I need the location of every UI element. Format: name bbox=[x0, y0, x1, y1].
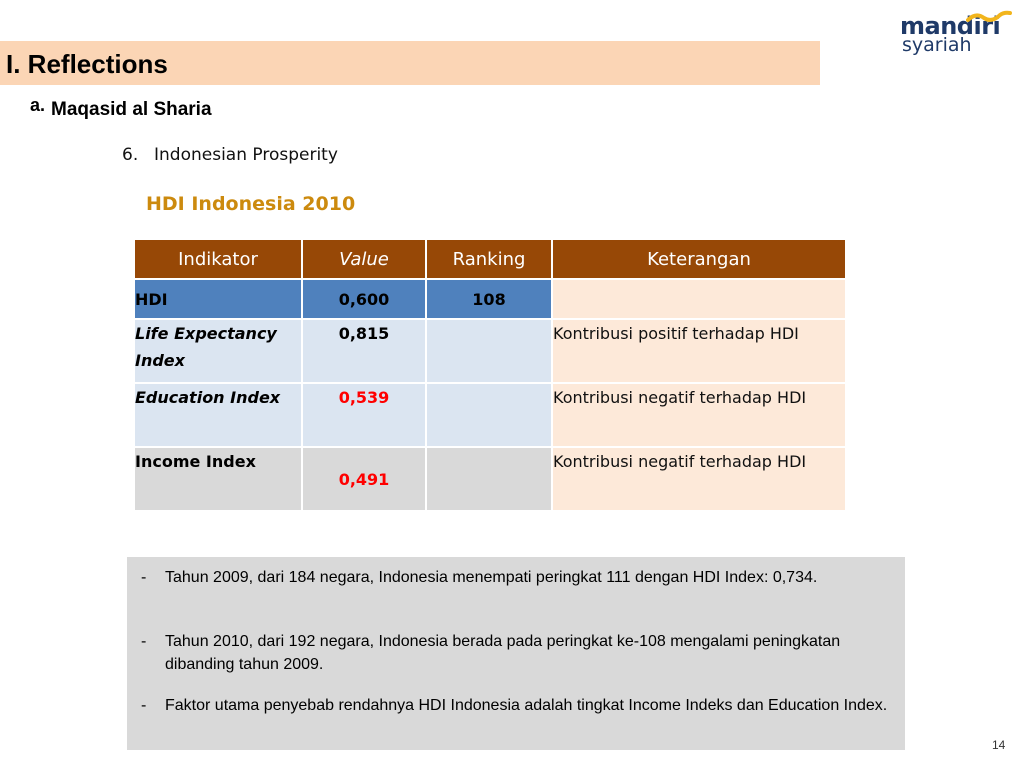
cell-value: 0,539 bbox=[302, 383, 426, 447]
note-dash: - bbox=[141, 569, 147, 586]
table-title: HDI Indonesia 2010 bbox=[146, 193, 356, 215]
cell-value: 0,491 bbox=[302, 447, 426, 511]
note-text: Faktor utama penyebab rendahnya HDI Indonesia adalah tingkat Income Indeks dan Education Index. bbox=[165, 697, 888, 714]
note-item bbox=[141, 694, 899, 717]
list-item-number: 6. bbox=[122, 145, 139, 165]
cell-value: 0,600 bbox=[302, 279, 426, 319]
list-item bbox=[122, 145, 338, 165]
subheading bbox=[30, 95, 212, 121]
table-row bbox=[134, 319, 846, 383]
column-header-keterangan: Keterangan bbox=[552, 239, 846, 279]
cell-value: 0,815 bbox=[302, 319, 426, 383]
table-row bbox=[134, 447, 846, 511]
cell-ranking bbox=[426, 319, 552, 383]
table-row bbox=[134, 279, 846, 319]
page-number: 14 bbox=[992, 738, 1006, 752]
cell-indikator: Life Expectancy Index bbox=[134, 319, 302, 383]
subheading-text: Maqasid al Sharia bbox=[51, 99, 212, 120]
hdi-table bbox=[133, 238, 847, 512]
logo-text-mandiri: mandiri bbox=[900, 12, 1001, 40]
cell-indikator: Education Index bbox=[134, 383, 302, 447]
column-header-indikator: Indikator bbox=[134, 239, 302, 279]
cell-indikator: HDI bbox=[134, 279, 302, 319]
note-item bbox=[141, 566, 899, 589]
section-title-bar bbox=[0, 41, 820, 85]
cell-keterangan bbox=[552, 279, 846, 319]
list-item-text: Indonesian Prosperity bbox=[154, 145, 338, 165]
cell-keterangan: Kontribusi positif terhadap HDI bbox=[552, 319, 846, 383]
note-dash: - bbox=[141, 697, 147, 714]
cell-keterangan: Kontribusi negatif terhadap HDI bbox=[552, 447, 846, 511]
column-header-value: Value bbox=[302, 239, 426, 279]
cell-ranking bbox=[426, 383, 552, 447]
cell-ranking: 108 bbox=[426, 279, 552, 319]
cell-indikator: Income Index bbox=[134, 447, 302, 511]
subheading-marker: a. bbox=[30, 95, 46, 115]
note-text: Tahun 2009, dari 184 negara, Indonesia menempati peringkat 111 dengan HDI Index: 0,734. bbox=[165, 569, 818, 586]
note-text: Tahun 2010, dari 192 negara, Indonesia berada pada peringkat ke-108 mengalami peningkatan dibanding tahun 2009. bbox=[165, 633, 841, 673]
mandiri-syariah-logo bbox=[898, 8, 1014, 60]
logo-text-syariah: syariah bbox=[902, 34, 972, 56]
page-title: I. Reflections bbox=[6, 49, 168, 79]
table-header-row bbox=[134, 239, 846, 279]
cell-keterangan: Kontribusi negatif terhadap HDI bbox=[552, 383, 846, 447]
note-item bbox=[141, 630, 899, 676]
cell-ranking bbox=[426, 447, 552, 511]
table-row bbox=[134, 383, 846, 447]
notes-box bbox=[127, 557, 905, 750]
note-dash: - bbox=[141, 633, 147, 650]
logo-wave-icon bbox=[966, 10, 1012, 24]
column-header-ranking: Ranking bbox=[426, 239, 552, 279]
